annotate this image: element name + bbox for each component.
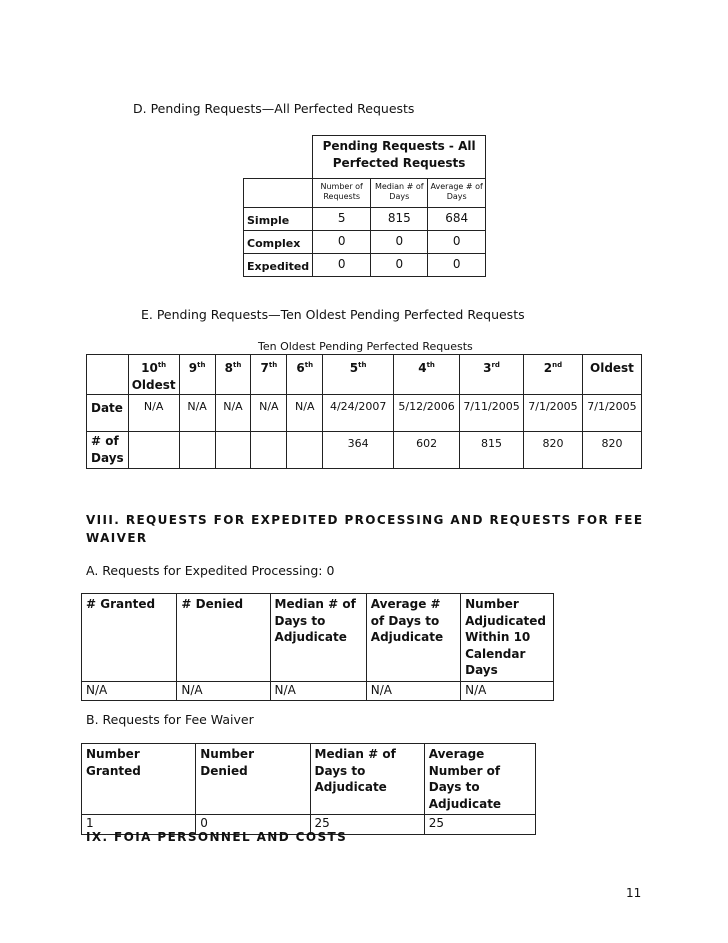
cell: 0: [371, 254, 428, 277]
page-number: 11: [626, 886, 642, 900]
part-b-heading: B. Requests for Fee Waiver: [86, 712, 254, 727]
col-header-average-days: Average # of Days: [428, 179, 486, 208]
ten-oldest-table: [86, 354, 642, 469]
blank-cell: [244, 179, 313, 208]
part-a-heading: A. Requests for Expedited Processing: 0: [86, 563, 335, 578]
col-header-5th: [323, 355, 394, 395]
cell: 0: [313, 231, 371, 254]
col-num: 8: [224, 361, 233, 375]
col-sup: th: [232, 361, 242, 369]
col-sup: th: [268, 361, 278, 369]
cell: 364: [323, 432, 394, 469]
col-sup: rd: [491, 361, 500, 369]
table-row: [244, 231, 486, 254]
table-header-row: [87, 355, 642, 395]
row-label-simple: Simple: [244, 208, 313, 231]
cell: N/A: [82, 681, 177, 701]
row-label-days: # of Days: [87, 432, 129, 469]
col-header-average: Average Number of Days to Adjudicate: [424, 744, 535, 815]
cell: 602: [394, 432, 460, 469]
col-header-number-denied: Number Denied: [196, 744, 310, 815]
cell: [215, 432, 251, 469]
row-label-expedited: Expedited: [244, 254, 313, 277]
col-header-number-granted: Number Granted: [82, 744, 196, 815]
cell: N/A: [177, 681, 270, 701]
col-header-number-of-requests: Number of Requests: [313, 179, 371, 208]
blank-cell: [87, 355, 129, 395]
col-header-median: Median # of Days to Adjudicate: [310, 744, 424, 815]
col-header-average: Average # of Days to Adjudicate: [366, 594, 460, 682]
col-num: 3: [483, 361, 492, 375]
col-num: 7: [260, 361, 269, 375]
cell: 815: [460, 432, 524, 469]
cell: 7/1/2005: [524, 395, 583, 432]
cell: 0: [371, 231, 428, 254]
cell: 5/12/2006: [394, 395, 460, 432]
col-sup: th: [157, 361, 167, 369]
cell: 684: [428, 208, 486, 231]
col-header-denied: # Denied: [177, 594, 270, 682]
cell: 0: [196, 815, 310, 835]
cell: N/A: [366, 681, 460, 701]
row-label-complex: Complex: [244, 231, 313, 254]
col-sup: th: [197, 361, 206, 369]
cell: 4/24/2007: [323, 395, 394, 432]
col-num: 6: [296, 361, 305, 375]
cell: [179, 432, 215, 469]
section-d-heading: D. Pending Requests—All Perfected Requests: [133, 101, 415, 116]
col-sup: nd: [552, 361, 563, 369]
table-header-row: [82, 744, 536, 815]
cell: 0: [428, 254, 486, 277]
col-extra: Oldest: [131, 378, 176, 392]
col-header-2nd: [524, 355, 583, 395]
col-header-median-days: Median # of Days: [371, 179, 428, 208]
col-header-8th: [215, 355, 251, 395]
cell: N/A: [270, 681, 366, 701]
col-sup: th: [358, 361, 367, 369]
table-row: [244, 254, 486, 277]
col-header-3rd: [460, 355, 524, 395]
table-corner-blank: [244, 136, 313, 179]
table-header-row: [82, 594, 554, 682]
col-header-4th: [394, 355, 460, 395]
cell: N/A: [215, 395, 251, 432]
table-row: [82, 681, 554, 701]
row-label-date: Date: [87, 395, 129, 432]
col-num: 2: [543, 361, 553, 375]
col-num: 9: [188, 361, 198, 375]
cell: 820: [524, 432, 583, 469]
cell: N/A: [128, 395, 179, 432]
col-header-granted: # Granted: [82, 594, 177, 682]
cell: 0: [313, 254, 371, 277]
fee-waiver-table: [81, 743, 536, 835]
col-num: Oldest: [590, 361, 634, 375]
cell: [128, 432, 179, 469]
cell: 815: [371, 208, 428, 231]
col-num: 10: [141, 361, 158, 375]
cell: N/A: [179, 395, 215, 432]
col-header-6th: [287, 355, 323, 395]
cell: 1: [82, 815, 196, 835]
section-viii-heading: VIII. REQUESTS FOR EXPEDITED PROCESSING AND REQUESTS FOR FEE WAIVER: [86, 513, 644, 545]
table-row: [244, 208, 486, 231]
col-header-9th: [179, 355, 215, 395]
pending-requests-table: [243, 135, 486, 277]
cell: N/A: [461, 681, 554, 701]
table-row: [87, 395, 642, 432]
cell: [287, 432, 323, 469]
cell: [251, 432, 287, 469]
col-header-7th: [251, 355, 287, 395]
col-header-oldest: [582, 355, 641, 395]
col-header-10th: [128, 355, 179, 395]
col-header-median: Median # of Days to Adjudicate: [270, 594, 366, 682]
col-header-within-10-days: Number Adjudicated Within 10 Calendar Days: [461, 594, 554, 682]
col-sup: th: [304, 361, 314, 369]
cell: 7/1/2005: [582, 395, 641, 432]
section-ix-heading: IX. FOIA PERSONNEL AND COSTS: [86, 830, 348, 844]
col-num: 4: [418, 361, 427, 375]
section-e-heading: E. Pending Requests—Ten Oldest Pending Perfected Requests: [141, 307, 525, 322]
cell: N/A: [251, 395, 287, 432]
cell: 0: [428, 231, 486, 254]
table-caption: Ten Oldest Pending Perfected Requests: [258, 340, 473, 353]
cell: 820: [582, 432, 641, 469]
col-num: 5: [349, 361, 359, 375]
expedited-processing-table: [81, 593, 554, 701]
cell: 7/11/2005: [460, 395, 524, 432]
cell: 5: [313, 208, 371, 231]
cell: N/A: [287, 395, 323, 432]
table-title: Pending Requests - All Perfected Requests: [313, 136, 486, 179]
col-sup: th: [426, 361, 435, 369]
cell: 25: [424, 815, 535, 835]
cell: 25: [310, 815, 424, 835]
table-row: [87, 432, 642, 469]
